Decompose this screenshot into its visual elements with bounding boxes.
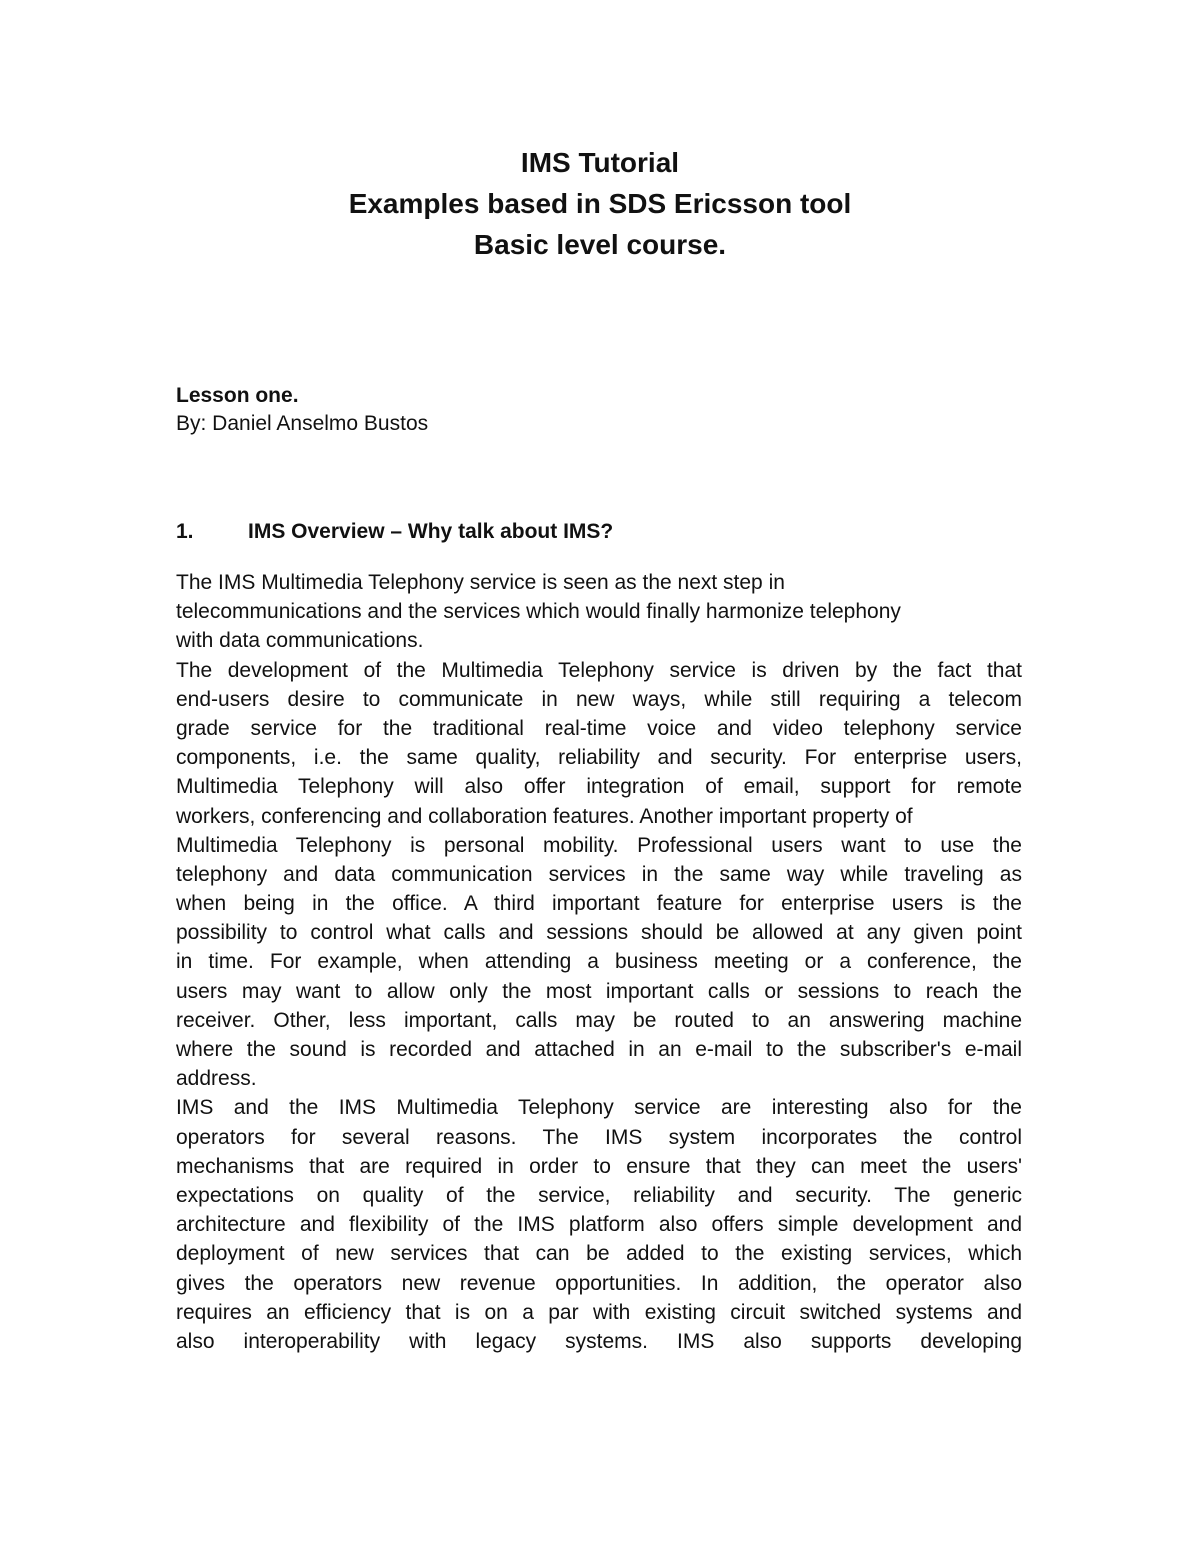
document-title <box>0 142 1200 265</box>
body-line: telephony and data communication services in the same way while traveling as <box>176 862 1022 886</box>
section-title: IMS Overview – Why talk about IMS? <box>248 520 614 543</box>
body-line: workers, conferencing and collaboration features. Another important property of <box>176 804 913 828</box>
body-line: when being in the office. A third important feature for enterprise users is the <box>176 892 1022 916</box>
course-level-line: Basic level course. <box>473 229 727 260</box>
body-line: end-users desire to communicate in new ways, while still requiring a telecom <box>176 687 1022 711</box>
lesson-label: Lesson one. <box>176 384 299 407</box>
body-line: gives the operators new revenue opportunities. In addition, the operator also <box>176 1271 1022 1295</box>
body-line: The development of the Multimedia Telephony service is driven by the fact that <box>176 658 1022 682</box>
body-line: IMS and the IMS Multimedia Telephony service are interesting also for the <box>176 1096 1022 1120</box>
body-line: components, i.e. the same quality, reliability and security. For enterprise users, <box>176 746 1022 770</box>
body-line: Multimedia Telephony is personal mobility. Professional users want to use the <box>176 833 1022 857</box>
body-line: Multimedia Telephony will also offer integration of email, support for remote <box>176 775 1022 799</box>
body-line: also interoperability with legacy systems. IMS also supports developing <box>176 1329 1022 1353</box>
body-line: telecommunications and the services which would finally harmonize telephony <box>176 600 901 624</box>
subtitle-line: Examples based in SDS Ericsson tool <box>348 188 852 219</box>
body-line: The IMS Multimedia Telephony service is seen as the next step in <box>176 571 785 594</box>
section-number: 1. <box>176 520 194 543</box>
body-line: deployment of new services that can be added to the existing services, which <box>176 1242 1022 1266</box>
body-line: operators for several reasons. The IMS system incorporates the control <box>176 1125 1022 1149</box>
body-paragraphs <box>176 568 1022 1356</box>
body-line: architecture and flexibility of the IMS platform also offers simple development and <box>176 1213 1022 1237</box>
body-line: mechanisms that are required in order to ensure that they can meet the users' <box>176 1154 1022 1178</box>
body-line: grade service for the traditional real-time voice and video telephony service <box>176 716 1022 740</box>
body-line: in time. For example, when attending a business meeting or a conference, the <box>176 950 1022 974</box>
title-line: IMS Tutorial <box>520 147 680 178</box>
body-line: expectations on quality of the service, reliability and security. The generic <box>176 1183 1022 1207</box>
body-line: address. <box>176 1067 257 1091</box>
body-line: where the sound is recorded and attached in an e-mail to the subscriber's e-mail <box>176 1038 1022 1061</box>
body-line: receiver. Other, less important, calls may be routed to an answering machine <box>176 1008 1022 1032</box>
body-line: requires an efficiency that is on a par with existing circuit switched systems and <box>176 1300 1022 1324</box>
body-line: with data communications. <box>176 629 424 653</box>
body-line: users may want to allow only the most important calls or sessions to reach the <box>176 979 1022 1003</box>
section-heading <box>176 517 613 547</box>
author-byline: By: Daniel Anselmo Bustos <box>176 412 429 435</box>
body-line: possibility to control what calls and sessions should be allowed at any given point <box>176 921 1022 945</box>
